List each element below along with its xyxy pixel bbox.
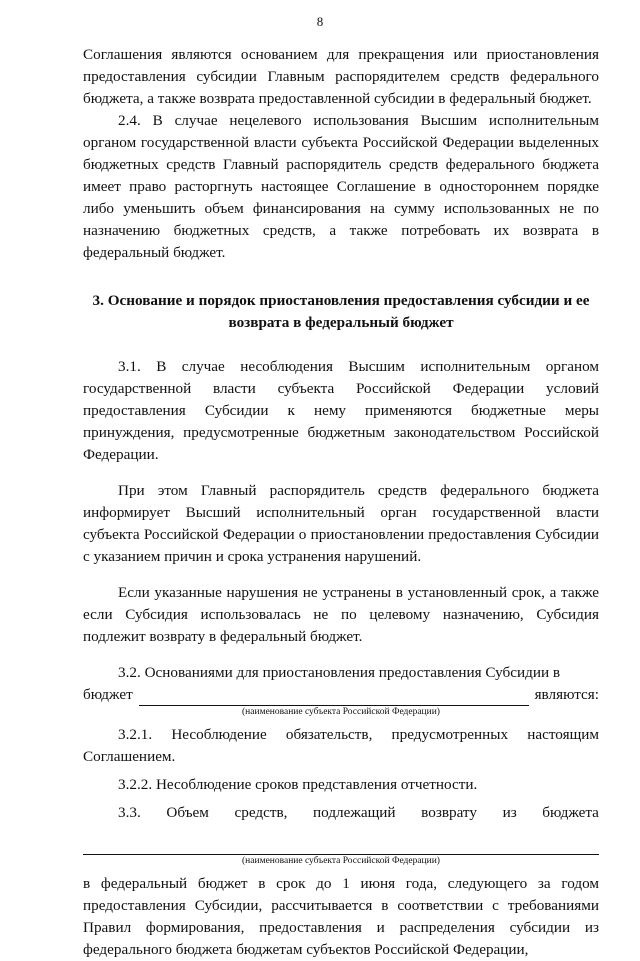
region-budget-line	[83, 684, 599, 706]
paragraph-3-3-line	[83, 802, 599, 824]
paragraph-3-2-1: 3.2.1. Несоблюдение обязательств, предусмотренных настоящим Соглашением.	[83, 726, 599, 765]
region-name-blank-2[interactable]	[83, 824, 599, 855]
paragraph-violations: Если указанные нарушения не устранены в установленный срок, а также если Субсидия использовалась не по целевому назначению, Субсидия подлежит возврату в федеральный бюджет.	[83, 584, 599, 645]
document-body	[83, 44, 599, 961]
paragraph-3-1: 3.1. В случае несоблюдения Высшим исполнительным органом государственной власти субъекта Российской Федерации условий предоставления Субсидии к нему применяются бюджетные меры принуждения, предусмотренные бюджетным законодательством Российской Федерации.	[83, 358, 599, 463]
word: из	[502, 804, 517, 821]
word: 3.3.	[118, 804, 141, 821]
region-caption-1: (наименование субъекта Российской Федерации)	[242, 707, 440, 717]
word: подлежащий	[313, 804, 396, 821]
paragraph-notification: При этом Главный распорядитель средств федерального бюджета информирует Высший исполнительный орган государственной власти субъекта Российской Федерации о приостановлении предоставления Субсидии с указанием причин и срока устранения нарушений.	[83, 482, 599, 565]
section-3-heading: 3. Основание и порядок приостановления предоставления субсидии и ее возврата в федеральный бюджет	[92, 292, 590, 331]
word: возврату	[421, 804, 477, 821]
paragraph-3-2-2: 3.2.2. Несоблюдение сроков представления отчетности.	[118, 776, 478, 793]
paragraph-2-4: 2.4. В случае нецелевого использования Высшим исполнительным органом государственной власти субъекта Российской Федерации выделенных бюджетных средств Главный распорядитель средств федерального бюджета имеет право расторгнуть настоящее Соглашение в одностороннем порядке либо уменьшить объем финансирования на сумму использованных не по назначению бюджетных средств, а также потребовать их возврата в федеральный бюджет.	[83, 112, 599, 261]
paragraph-return-deadline: в федеральный бюджет в срок до 1 июня года, следующего за годом предоставления Субсидии, рассчитывается в соответствии с требованиями Правил формирования, предоставления и распределения субсидии из федерального бюджета бюджетам субъектов Российской Федерации,	[83, 875, 599, 958]
region-name-blank[interactable]	[139, 689, 529, 706]
word: средств,	[234, 804, 288, 821]
region-caption-2: (наименование субъекта Российской Федерации)	[242, 856, 440, 866]
word: бюджета	[542, 804, 599, 821]
word: Объем	[166, 804, 209, 821]
paragraph-agreement-grounds: Соглашения являются основанием для прекращения или приостановления предоставления субсидии Главным распорядителем средств федерального бюджета, а также возврата предоставленной субсидии в федеральный бюджет.	[83, 46, 599, 107]
budget-word: бюджет	[83, 686, 133, 703]
are-word: являются:	[534, 686, 599, 703]
paragraph-3-2: 3.2. Основаниями для приостановления предоставления Субсидии в	[118, 664, 561, 681]
page-number: 8	[316, 14, 324, 29]
